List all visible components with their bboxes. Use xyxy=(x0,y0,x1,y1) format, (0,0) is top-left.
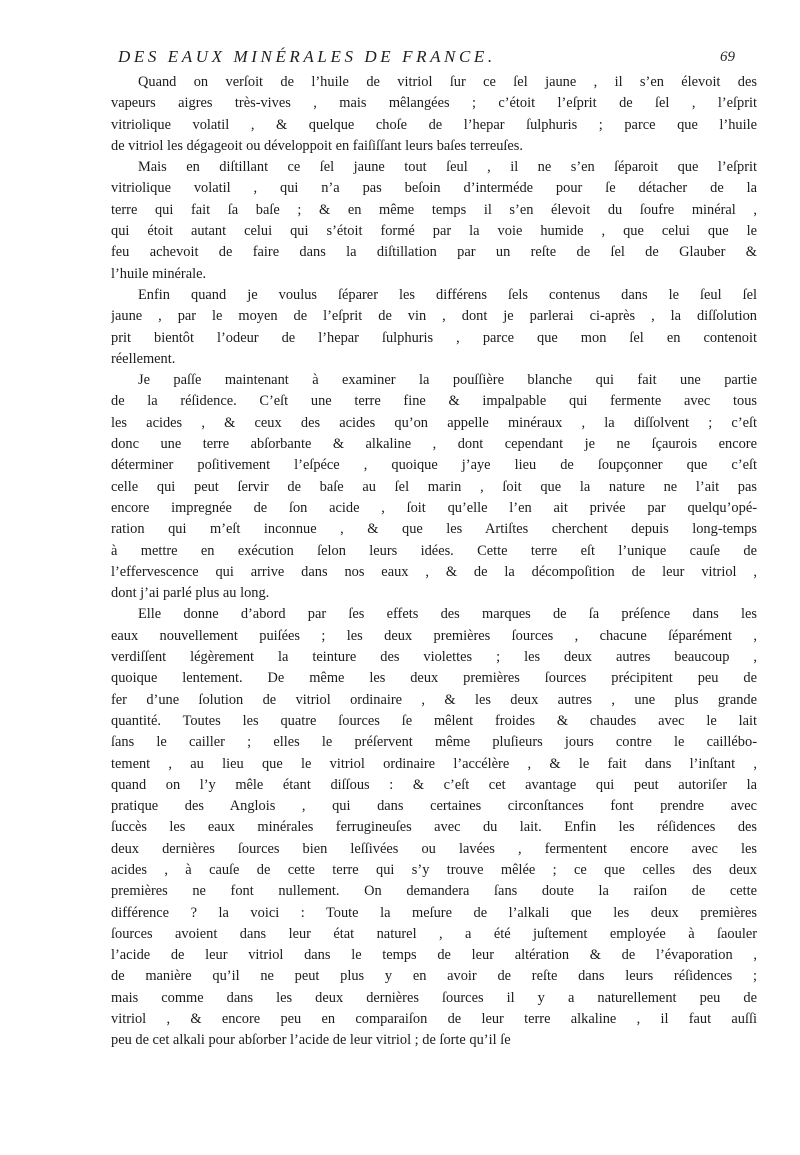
text-line: Mais en diſtillant ce ſel jaune tout ſeul , il ne s’en ſéparoit que l’eſprit xyxy=(138,159,757,176)
text-line: Elle donne d’abord par ſes effets des marques de ſa préſence dans les xyxy=(138,606,757,623)
text-line: ſans le cailler ; elles le préſervent même pluſieurs jours contre le caillébo- xyxy=(111,734,757,751)
text-line: l’acide de leur vitriol dans le temps de leur altération & de l’évaporation , xyxy=(111,947,757,964)
text-line: vapeurs aigres très-vives , mais mêlangées ; c’étoit l’eſprit de ſel , l’eſprit xyxy=(111,95,757,112)
text-line: terre qui fait ſa baſe ; & en même temps il s’en élevoit du ſoufre minéral , xyxy=(111,201,757,218)
text-line: l’huile minérale. xyxy=(111,265,207,282)
text-line: réellement. xyxy=(111,350,176,367)
text-line: fer d’une ſolution de vitriol ordinaire , & les deux autres , une plus grande xyxy=(111,691,757,708)
text-line: différence ? la voici : Toute la meſure de l’alkali que les deux premières xyxy=(111,904,757,921)
text-line: encore impregnée de ſon acide , ſoit qu’elle l’en ait privée par quelqu’opé- xyxy=(111,499,757,516)
text-line: eaux nouvellement puiſées ; les deux premières ſources , chacune ſéparément , xyxy=(111,627,757,644)
text-line: premières ne font nullement. On demandera ſans doute la raiſon de cette xyxy=(111,883,757,900)
text-line: vitriolique volatil , qui n’a pas beſoin d’interméde pour ſe détacher de la xyxy=(111,180,757,197)
text-line: verdiſſent légèrement la teinture des violettes ; les deux autres beaucoup , xyxy=(111,649,757,666)
text-line: quantité. Toutes les quatre ſources ſe mêlent froides & chaudes avec le lait xyxy=(111,712,757,729)
text-line: dont j’ai parlé plus au long. xyxy=(111,585,270,602)
text-line: vitriolique volatil , & quelque choſe de l’hepar ſulphuris ; parce que l’huile xyxy=(111,116,757,133)
running-title: DES EAUX MINÉRALES DE FRANCE. xyxy=(118,47,496,66)
paragraph-4 xyxy=(111,370,757,604)
text-line: jaune , par le moyen de l’eſprit de vin , dont je parlerai ci-après , la diſſolution xyxy=(111,308,757,325)
text-line: peu de cet alkali pour abſorber l’acide de leur vitriol ; de ſorte qu’il ſe xyxy=(111,1032,511,1049)
text-line: qui étoit autant celui qui s’étoit formé par la voie humide , que celui que le xyxy=(111,223,757,240)
paragraph-3 xyxy=(111,285,757,370)
text-line: à mettre en exécution ſelon leurs idées. Cette terre eſt l’unique cauſe de xyxy=(111,542,757,559)
text-line: Quand on verſoit de l’huile de vitriol ſur ce ſel jaune , il s’en élevoit des xyxy=(138,74,757,90)
text-line: donc une terre abſorbante & alkaline , dont cependant je ne ſçaurois encore xyxy=(111,436,757,453)
text-line: pratique des Anglois , qui dans certaines circonſtances font prendre avec xyxy=(111,798,757,815)
text-line: de la réſidence. C’eſt une terre fine & impalpable qui fermente avec tous xyxy=(111,393,757,410)
page-number: 69 xyxy=(720,49,735,65)
text-line: tement , au lieu que le vitriol ordinaire l’accélère , & le fait dans l’inſtant , xyxy=(111,755,757,772)
text-line: deux dernières ſources bien leſſivées ou lavées , fermentent encore avec les xyxy=(111,840,757,857)
paragraph-5 xyxy=(111,604,757,1051)
text-line: Enfin quand je voulus ſéparer les différens ſels contenus dans le ſeul ſel xyxy=(138,286,757,303)
text-line: de vitriol les dégageoit ou développoit en faiſiſſant leurs baſes terreuſes. xyxy=(111,137,524,154)
text-line: mais comme dans les deux dernières ſources il y a naturellement peu de xyxy=(111,989,757,1006)
text-line: vitriol , & encore peu en comparaiſon de leur terre alkaline , il faut auſſi xyxy=(111,1011,757,1028)
text-line: déterminer poſitivement l’eſpéce , quoique j’aye lieu de ſoupçonner que c’eſt xyxy=(111,457,757,474)
text-line: quand on l’y mêle étant diſſous : & c’eſt cet avantage qui peut autoriſer la xyxy=(111,776,757,793)
paragraph-2 xyxy=(111,157,757,285)
text-line: ſuccès les eaux minérales ferrugineuſes avec du lait. Enfin les réſidences des xyxy=(111,819,757,836)
paragraph-1 xyxy=(111,72,757,157)
text-line: quoique lentement. De même les deux premières ſources précipitent peu de xyxy=(111,670,757,687)
text-line: ration qui m’eſt inconnue , & que les Artiſtes cherchent depuis long-temps xyxy=(111,521,757,538)
text-line: ſources avoient dans leur état naturel , a été juſtement employée à ſaouler xyxy=(111,925,757,942)
text-line: l’effervescence qui arrive dans nos eaux , & de la décompoſition de leur vitriol , xyxy=(111,563,757,580)
text-line: prit bientôt l’odeur de l’hepar ſulphuris , parce que mon ſel en contenoit xyxy=(111,329,757,346)
text-line: Je paſſe maintenant à examiner la pouſſière blanche qui fait une partie xyxy=(138,372,757,389)
text-line: feu achevoit de faire dans la diſtillation par un reſte de ſel de Glauber & xyxy=(111,244,757,261)
text-line: acides , à cauſe de cette terre qui s’y trouve mêlée ; ce que celles des deux xyxy=(111,861,757,878)
text-line: celle qui peut ſervir de baſe au ſel marin , ſoit que la nature ne l’ait pas xyxy=(111,478,757,495)
body-text xyxy=(111,72,757,1052)
text-line: de manière qu’il ne peut plus y en avoir de reſte dans leurs réſidences ; xyxy=(111,968,757,985)
text-line: les acides , & ceux des acides qu’on appelle minéraux , la diſſolvent ; c’eſt xyxy=(111,414,757,431)
